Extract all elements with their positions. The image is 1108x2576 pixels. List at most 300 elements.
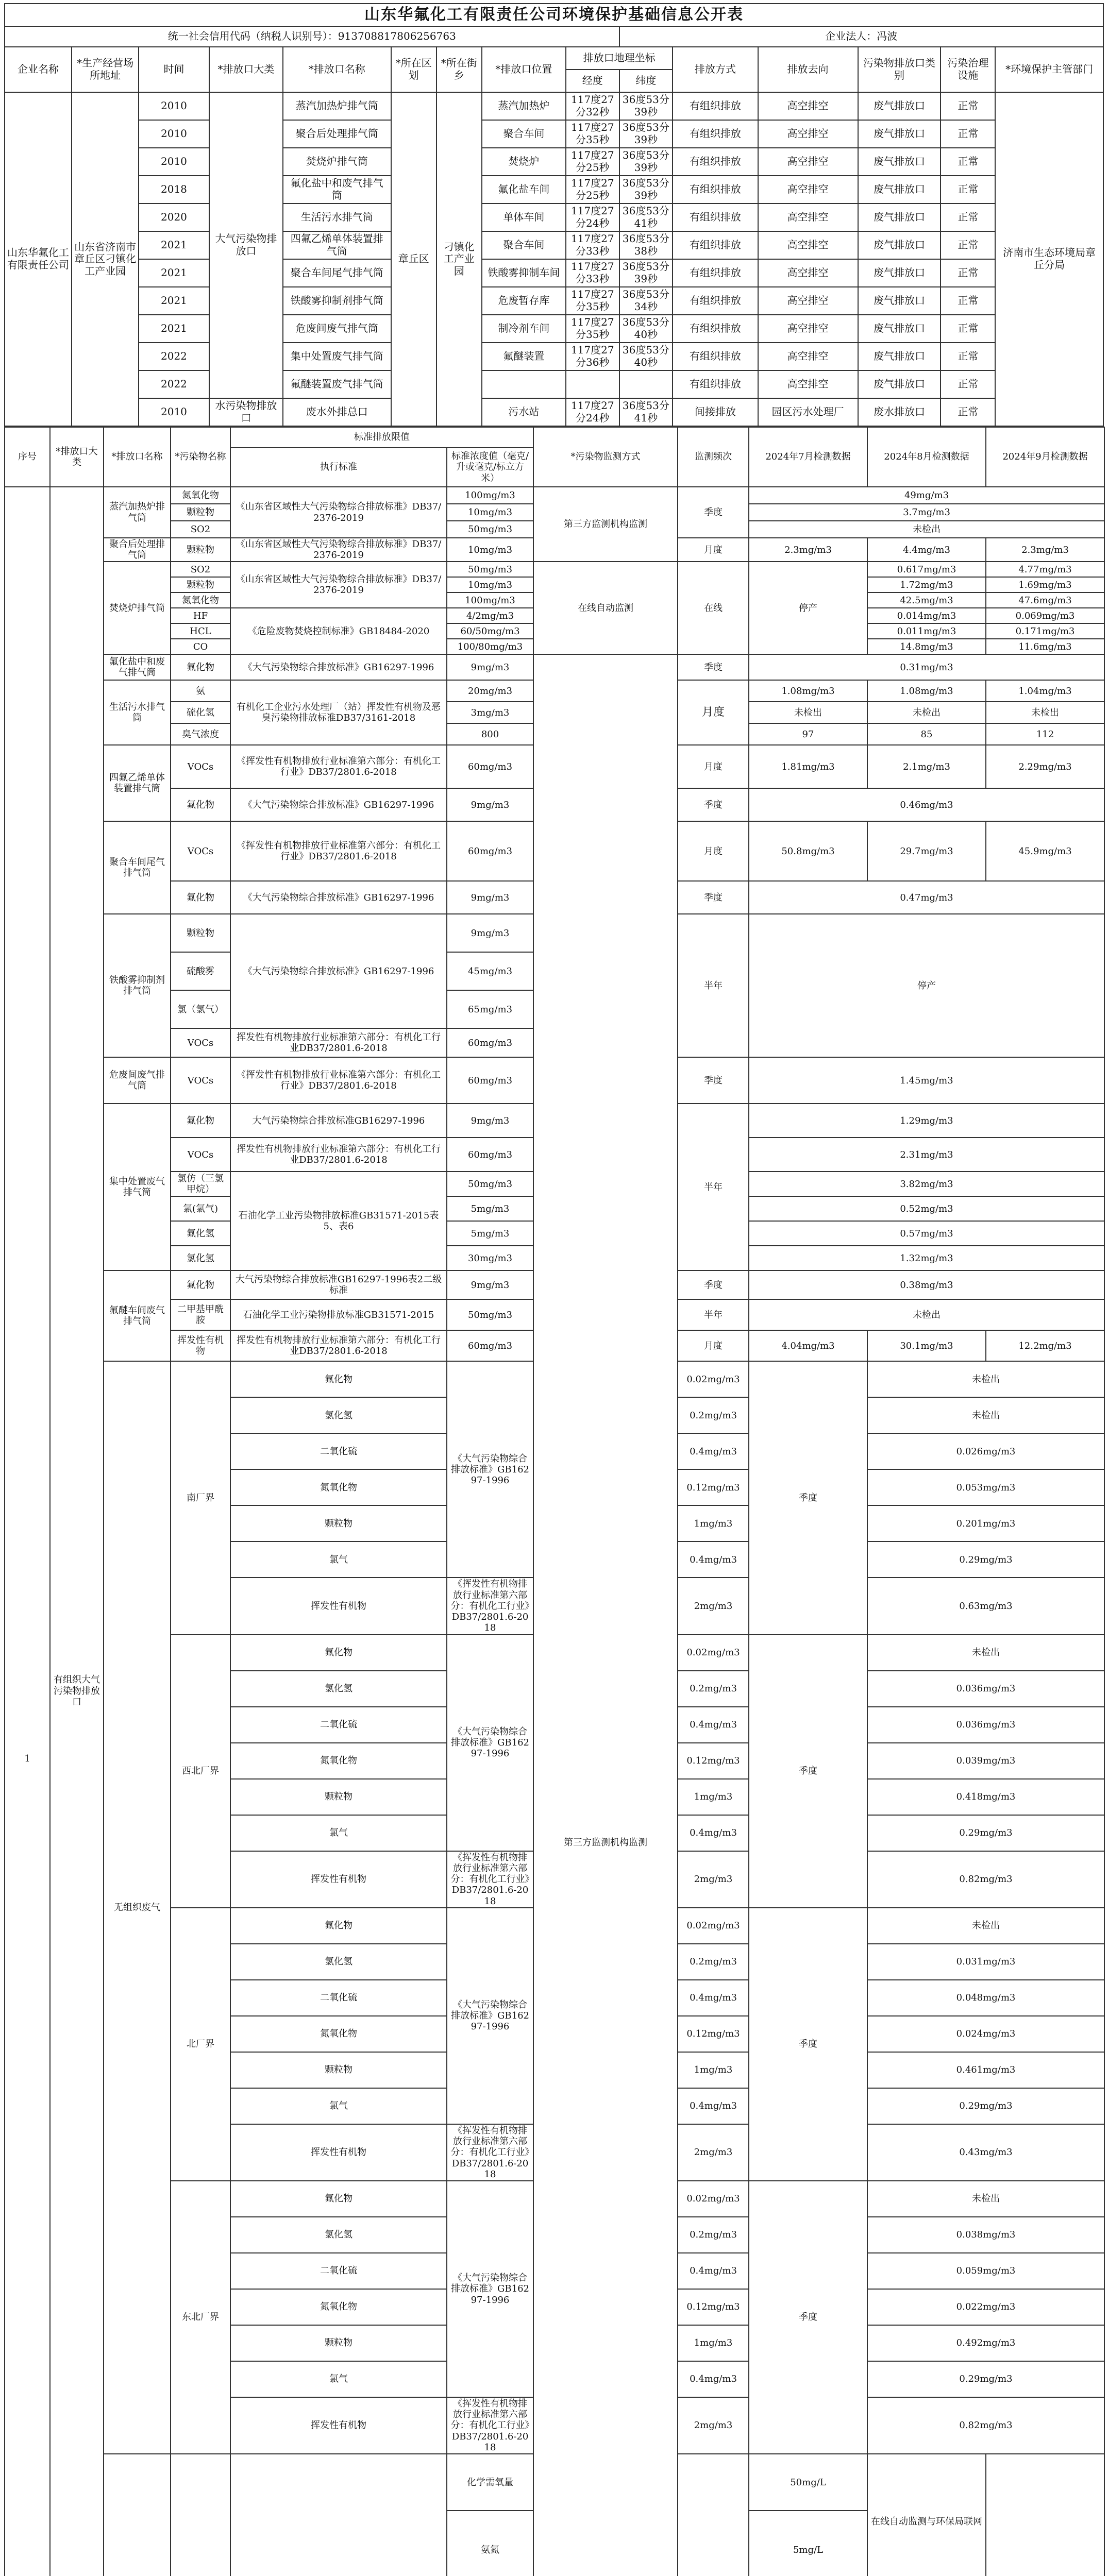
pollutant: 氟化物 xyxy=(171,654,230,680)
value: 未检出 xyxy=(867,1908,1104,1944)
outlet-destination: 高空排空 xyxy=(758,315,858,343)
header-company: 企业名称 xyxy=(5,47,72,92)
pollutant: 颗粒物 xyxy=(171,504,230,521)
outlet-destination: 高空排空 xyxy=(758,148,858,176)
limit: 60mg/m3 xyxy=(447,1028,533,1057)
header-street: *所在街乡 xyxy=(437,47,482,92)
boundary-name: 西北厂界 xyxy=(171,1635,230,1908)
value: 2.31mg/m3 xyxy=(749,1138,1104,1172)
limit: 10mg/m3 xyxy=(447,504,533,521)
outlet-longitude: 117度27分33秒 xyxy=(566,231,619,259)
standard: 《大气污染物综合排放标准》GB16297-1996 xyxy=(447,1361,533,1578)
limit: 60mg/m3 xyxy=(447,1057,533,1104)
pollutant: 氨 xyxy=(171,680,230,702)
frequency: 季度 xyxy=(749,2181,867,2454)
outlet-facility-status: 正常 xyxy=(941,370,995,398)
pollutant: 颗粒物 xyxy=(230,1779,447,1815)
header-category: *排放口大类 xyxy=(50,427,104,487)
district: 章丘区 xyxy=(391,92,437,426)
standard: 《大气污染物综合排放标准》GB16297-1996 xyxy=(230,914,447,1028)
outlet-name: 废水外排总口 xyxy=(283,398,391,426)
outlet-type: 废气排放口 xyxy=(858,204,941,231)
standard: 《山东省区域性大气污染物综合排放标准》DB37/2376-2019 xyxy=(230,562,447,608)
outlet-position xyxy=(482,370,566,398)
value: 3.7mg/m3 xyxy=(749,504,1104,521)
limit: 1mg/m3 xyxy=(678,2325,749,2361)
value: 0.63mg/m3 xyxy=(867,1578,1104,1634)
pollutant: 氮氧化物 xyxy=(230,1469,447,1505)
group-category-unorganized: 无组织废气 xyxy=(104,1361,171,2454)
pollutant: 氯化氢 xyxy=(230,1671,447,1707)
limit: 100mg/m3 xyxy=(447,487,533,504)
value-status: 停产 xyxy=(749,914,1104,1057)
frequency: 季度 xyxy=(749,1635,867,1908)
standard: 《挥发性有机物排放行业标准第六部分：有机化工行业》DB37/2801.6-2018 xyxy=(447,2397,533,2454)
value: 0.82mg/m3 xyxy=(867,2397,1104,2454)
limit: 100/80mg/m3 xyxy=(447,639,533,654)
limit: 2mg/m3 xyxy=(678,1578,749,1634)
outlet-method: 有组织排放 xyxy=(673,148,758,176)
header-name: *排放口名称 xyxy=(104,427,171,487)
table-row xyxy=(5,231,1103,259)
header-longitude: 经度 xyxy=(566,70,619,92)
outlet-type: 废气排放口 xyxy=(858,315,941,343)
value: 0.014mg/m3 xyxy=(867,608,986,623)
outlet-type: 废气排放口 xyxy=(858,148,941,176)
boundary-name: 南厂界 xyxy=(171,1361,230,1634)
outlet-facility-status: 正常 xyxy=(941,259,995,287)
value: 未检出 xyxy=(749,1299,1104,1330)
frequency: 月度 xyxy=(678,1330,749,1361)
frequency: 月度 xyxy=(678,680,749,745)
limit: 65mg/m3 xyxy=(447,990,533,1028)
outlet-type: 废气排放口 xyxy=(858,92,941,120)
outlet-longitude: 117度27分24秒 xyxy=(566,398,619,426)
pollutant: 氯气 xyxy=(230,2088,447,2124)
outlet-name: 铁酸雾抑制剂排气筒 xyxy=(283,287,391,315)
outlet-method: 有组织排放 xyxy=(673,92,758,120)
value: 4.4mg/m3 xyxy=(867,538,986,562)
pollutant: 挥发性有机物 xyxy=(230,1578,447,1634)
limit: 20mg/m3 xyxy=(447,680,533,702)
standard: 《大气污染物综合排放标准》GB16297-1996 xyxy=(230,788,447,821)
value: 未检出 xyxy=(867,702,986,723)
outlet-year: 2010 xyxy=(139,398,209,426)
limit: 60mg/m3 xyxy=(447,745,533,788)
limit: 0.4mg/m3 xyxy=(678,1433,749,1469)
outlet-hazard: 危废间废气排气筒 xyxy=(104,1057,171,1104)
standard xyxy=(678,2454,749,2576)
outlet-longitude: 117度27分35秒 xyxy=(566,315,619,343)
outlet-fluoride-salt: 氟化盐中和废气排气筒 xyxy=(104,654,171,680)
pollutant: 颗粒物 xyxy=(171,577,230,592)
outlet-method: 有组织排放 xyxy=(673,315,758,343)
value: 0.031mg/m3 xyxy=(867,1944,1104,1980)
limit: 4/2mg/m3 xyxy=(447,608,533,623)
table-row xyxy=(5,204,1103,231)
limit: 0.4mg/m3 xyxy=(678,1980,749,2016)
pollutant: 氯化氢 xyxy=(230,2217,447,2253)
outlet-facility-status: 正常 xyxy=(941,92,995,120)
monitoring-table xyxy=(4,427,1105,2576)
outlet-method: 有组织排放 xyxy=(673,231,758,259)
pollutant: 氯气 xyxy=(230,2361,447,2397)
limit: 0.12mg/m3 xyxy=(678,2016,749,2052)
standard: 《挥发性有机物排放行业标准第六部分：有机化工行业》DB37/2801.6-2018 xyxy=(230,821,447,881)
outlet-longitude: 117度27分35秒 xyxy=(566,287,619,315)
pollutant: 硫化氢 xyxy=(171,702,230,723)
outlet-type: 废水排放口 xyxy=(858,398,941,426)
outlet-position: 制冷剂车间 xyxy=(482,315,566,343)
outlet-longitude: 117度27分35秒 xyxy=(566,120,619,148)
group-category-organized: 有组织大气污染物排放口 xyxy=(50,487,104,2576)
value: 1.29mg/m3 xyxy=(749,1104,1104,1138)
pollutant: 氯（氯气） xyxy=(171,990,230,1028)
limit: 0.02mg/m3 xyxy=(678,1635,749,1671)
outlet-year: 2010 xyxy=(139,148,209,176)
header-standard: 执行标准 xyxy=(230,448,447,487)
pollutant: 氯气 xyxy=(230,1815,447,1851)
header-coordinates: 排放口地理坐标 xyxy=(566,47,673,70)
value: 未检出 xyxy=(867,1361,1104,1397)
outlet-latitude: 36度53分39秒 xyxy=(619,259,673,287)
limit: 50mg/L xyxy=(749,2454,867,2511)
outlet-water xyxy=(230,2454,447,2576)
value: 0.43mg/m3 xyxy=(867,2124,1104,2181)
header-month-1: 2024年7月检测数据 xyxy=(749,427,867,487)
limit: 50mg/m3 xyxy=(447,1172,533,1196)
outlet-latitude: 36度53分39秒 xyxy=(619,176,673,204)
value: 14.8mg/m3 xyxy=(867,639,986,654)
outlet-facility-status: 正常 xyxy=(941,343,995,370)
limit: 0.12mg/m3 xyxy=(678,1469,749,1505)
outlet-position: 蒸汽加热炉 xyxy=(482,92,566,120)
value: 未检出 xyxy=(749,521,1104,538)
standard: 《大气污染物综合排放标准》GB16297-1996 xyxy=(230,881,447,914)
value: 0.011mg/m3 xyxy=(867,623,986,639)
value: 0.048mg/m3 xyxy=(867,1980,1104,2016)
limit: 0.4mg/m3 xyxy=(678,1541,749,1578)
pollutant: VOCs xyxy=(171,821,230,881)
outlet-info-table xyxy=(4,3,1104,427)
table-row xyxy=(5,370,1103,398)
limit: 0.02mg/m3 xyxy=(678,2181,749,2217)
standard: 《挥发性有机物排放行业标准第六部分：有机化工行业》DB37/2801.6-2018 xyxy=(230,745,447,788)
standard: 《危险废物焚烧控制标准》GB18484-2020 xyxy=(230,608,447,654)
pollutant: 氟化物 xyxy=(171,1104,230,1138)
outlet-latitude: 36度53分39秒 xyxy=(619,148,673,176)
value: 0.29mg/m3 xyxy=(867,2088,1104,2124)
value: 0.022mg/m3 xyxy=(867,2289,1104,2325)
outlet-latitude: 36度53分40秒 xyxy=(619,315,673,343)
pollutant: 氟化物 xyxy=(171,788,230,821)
outlet-position: 危废暂存库 xyxy=(482,287,566,315)
frequency: 月度 xyxy=(678,745,749,788)
company-address: 山东省济南市章丘区刁镇化工产业园 xyxy=(72,92,139,426)
value-status: 停产 xyxy=(749,562,867,654)
pollutant: 氮氧化物 xyxy=(230,2016,447,2052)
outlet-facility-status: 正常 xyxy=(941,231,995,259)
pollutant: 二氧化硫 xyxy=(230,1707,447,1743)
outlet-latitude: 36度53分41秒 xyxy=(619,398,673,426)
value: 85 xyxy=(867,723,986,745)
pollutant: 氮氧化物 xyxy=(171,592,230,608)
value: 0.47mg/m3 xyxy=(749,881,1104,914)
limit: 0.2mg/m3 xyxy=(678,1671,749,1707)
pollutant: 颗粒物 xyxy=(171,914,230,952)
outlet-destination: 园区污水处理厂 xyxy=(758,398,858,426)
outlet-position: 氟化盐车间 xyxy=(482,176,566,204)
table-row xyxy=(5,487,1104,504)
outlet-facility-status: 正常 xyxy=(941,204,995,231)
outlet-longitude: 117度27分33秒 xyxy=(566,259,619,287)
outlet-name: 焚烧炉排气筒 xyxy=(283,148,391,176)
outlet-method: 有组织排放 xyxy=(673,120,758,148)
outlet-position: 污水站 xyxy=(482,398,566,426)
frequency: 季度 xyxy=(749,1361,867,1634)
value: 0.492mg/m3 xyxy=(867,2325,1104,2361)
monitoring-method: 第三方监测机构监测 xyxy=(533,654,678,2576)
value: 4.77mg/m3 xyxy=(986,562,1104,577)
value: 未检出 xyxy=(867,1635,1104,1671)
group-seq-3 xyxy=(104,2454,171,2576)
outlet-sewage: 生活污水排气筒 xyxy=(104,680,171,745)
limit: 9mg/m3 xyxy=(447,654,533,680)
limit: 9mg/m3 xyxy=(447,1104,533,1138)
table-row xyxy=(5,315,1103,343)
value: 45.9mg/m3 xyxy=(986,821,1104,881)
value: 0.38mg/m3 xyxy=(749,1270,1104,1299)
standard: 有机化工企业污水处理厂（站）挥发性有机物及恶臭污染物排放标准DB37/3161-2018 xyxy=(230,680,447,745)
outlet-destination: 高空排空 xyxy=(758,231,858,259)
pollutant: 挥发性有机物 xyxy=(171,1330,230,1361)
pollutant: 氯仿（三氯甲烷） xyxy=(171,1172,230,1196)
outlet-destination: 高空排空 xyxy=(758,204,858,231)
monitoring-method: 在线自动监测与环保局联网 xyxy=(867,2454,986,2576)
pollutant: 颗粒物 xyxy=(230,2052,447,2088)
street: 刁镇化工产业园 xyxy=(437,92,482,426)
header-outlet-category: *排放口大类 xyxy=(209,47,283,92)
value: 2.3mg/m3 xyxy=(749,538,867,562)
standard: 《挥发性有机物排放行业标准第六部分：有机化工行业》DB37/2801.6-2018 xyxy=(447,1851,533,1908)
table-row xyxy=(5,287,1103,315)
pollutant: 二甲基甲酰胺 xyxy=(171,1299,230,1330)
pollutant: 氯(氯气) xyxy=(171,1196,230,1221)
pollutant: 氟化物 xyxy=(230,2181,447,2217)
header-seq: 序号 xyxy=(5,427,50,487)
outlet-longitude: 117度27分25秒 xyxy=(566,148,619,176)
limit: 50mg/m3 xyxy=(447,521,533,538)
value: 4.04mg/m3 xyxy=(749,1330,867,1361)
outlet-method: 有组织排放 xyxy=(673,370,758,398)
value: 0.29mg/m3 xyxy=(867,1815,1104,1851)
value: 112 xyxy=(986,723,1104,745)
limit: 60/50mg/m3 xyxy=(447,623,533,639)
pollutant: 硫酸雾 xyxy=(171,952,230,990)
pollutant: 挥发性有机物 xyxy=(230,1851,447,1908)
frequency: 半年 xyxy=(678,1299,749,1330)
value: 0.026mg/m3 xyxy=(867,1433,1104,1469)
pollutant: 二氧化硫 xyxy=(230,2253,447,2289)
outlet-name: 蒸汽加热炉排气筒 xyxy=(283,92,391,120)
table-row xyxy=(5,120,1103,148)
value: 0.039mg/m3 xyxy=(867,1743,1104,1779)
outlet-type: 废气排放口 xyxy=(858,120,941,148)
value: 47.6mg/m3 xyxy=(986,592,1104,608)
outlet-method: 有组织排放 xyxy=(673,343,758,370)
outlet-type: 废气排放口 xyxy=(858,343,941,370)
table-row xyxy=(5,92,1103,120)
outlet-longitude xyxy=(566,370,619,398)
pollutant: VOCs xyxy=(171,745,230,788)
limit: 9mg/m3 xyxy=(447,914,533,952)
outlet-destination: 高空排空 xyxy=(758,343,858,370)
limit: 10mg/m3 xyxy=(447,538,533,562)
outlet-year: 2022 xyxy=(139,343,209,370)
outlet-year: 2021 xyxy=(139,231,209,259)
disclosure-sheet xyxy=(4,3,1104,2576)
header-monitoring-method: *污染物监测方式 xyxy=(533,427,678,487)
pollutant: 颗粒物 xyxy=(171,538,230,562)
pollutant: 氟化物 xyxy=(171,881,230,914)
outlet-longitude: 117度27分25秒 xyxy=(566,176,619,204)
company-name: 山东华氟化工有限责任公司 xyxy=(5,92,72,426)
value: 97 xyxy=(749,723,867,745)
outlet-latitude: 36度53分39秒 xyxy=(619,92,673,120)
outlet-facility-status: 正常 xyxy=(941,287,995,315)
outlet-method: 有组织排放 xyxy=(673,176,758,204)
outlet-type: 废气排放口 xyxy=(858,287,941,315)
outlet-method: 间接排放 xyxy=(673,398,758,426)
pollutant: 氟化氢 xyxy=(171,1221,230,1246)
outlet-year: 2021 xyxy=(139,287,209,315)
outlet-latitude xyxy=(619,370,673,398)
outlet-destination: 高空排空 xyxy=(758,176,858,204)
outlet-destination: 高空排空 xyxy=(758,287,858,315)
table-row xyxy=(5,654,1104,680)
table-row xyxy=(5,562,1104,577)
value: 0.053mg/m3 xyxy=(867,1469,1104,1505)
header-frequency: 监测频次 xyxy=(678,427,749,487)
frequency: 季度 xyxy=(678,1270,749,1299)
value: 0.57mg/m3 xyxy=(749,1221,1104,1246)
outlet-ether: 氟醚车间废气排气筒 xyxy=(104,1270,171,1361)
limit: 5mg/m3 xyxy=(447,1221,533,1246)
standard: 《挥发性有机物排放行业标准第六部分：有机化工行业》DB37/2801.6-2018 xyxy=(230,1057,447,1104)
limit: 0.12mg/m3 xyxy=(678,1743,749,1779)
outlet-method: 有组织排放 xyxy=(673,259,758,287)
standard: 挥发性有机物排放行业标准第六部分：有机化工行业DB37/2801.6-2018 xyxy=(230,1330,447,1361)
frequency: 半年 xyxy=(678,914,749,1057)
standard: 《大气污染物综合排放标准》GB16297-1996 xyxy=(447,2181,533,2397)
outlet-incinerator: 焚烧炉排气筒 xyxy=(104,562,171,654)
header-authority: *环境保护主管部门 xyxy=(995,47,1103,92)
legal-representative: 企业法人：冯波 xyxy=(619,26,1103,47)
pollutant: 二氧化硫 xyxy=(230,1980,447,2016)
limit: 0.4mg/m3 xyxy=(678,1815,749,1851)
table-row xyxy=(5,343,1103,370)
value: 0.036mg/m3 xyxy=(867,1671,1104,1707)
frequency: 季度 xyxy=(678,881,749,914)
value: 0.82mg/m3 xyxy=(867,1851,1104,1908)
header-pollutant-type: 污染物排放口类别 xyxy=(858,47,941,92)
standard: 挥发性有机物排放行业标准第六部分：有机化工行业DB37/2801.6-2018 xyxy=(230,1138,447,1172)
pollutant: 颗粒物 xyxy=(230,1505,447,1541)
pollutant: SO2 xyxy=(171,562,230,577)
value: 0.059mg/m3 xyxy=(867,2253,1104,2289)
outlet-category-gas: 大气污染物排放口 xyxy=(209,92,283,398)
outlet-latitude: 36度53分34秒 xyxy=(619,287,673,315)
outlet-name: 聚合后处理排气筒 xyxy=(283,120,391,148)
outlet-latitude: 36度53分39秒 xyxy=(619,120,673,148)
value: 1.45mg/m3 xyxy=(749,1057,1104,1104)
pollutant: SO2 xyxy=(171,521,230,538)
table-row xyxy=(5,148,1103,176)
boundary-name: 北厂界 xyxy=(171,1908,230,2181)
limit: 30mg/m3 xyxy=(447,1246,533,1270)
outlet-facility-status: 正常 xyxy=(941,398,995,426)
standard: 《挥发性有机物排放行业标准第六部分：有机化工行业》DB37/2801.6-2018 xyxy=(447,2124,533,2181)
outlet-facility-status: 正常 xyxy=(941,315,995,343)
outlet-position: 氟醚装置 xyxy=(482,343,566,370)
outlet-destination: 高空排空 xyxy=(758,259,858,287)
pollutant: HF xyxy=(171,608,230,623)
limit: 10mg/m3 xyxy=(447,577,533,592)
pollutant: 氯气 xyxy=(230,1541,447,1578)
outlet-type: 废气排放口 xyxy=(858,176,941,204)
outlet-destination: 高空排空 xyxy=(758,120,858,148)
standard: 《大气污染物综合排放标准》GB16297-1996 xyxy=(447,1635,533,1851)
value: 42.5mg/m3 xyxy=(867,592,986,608)
standard: 《山东省区域性大气污染物综合排放标准》DB37/2376-2019 xyxy=(230,487,447,538)
outlet-central: 集中处置废气排气筒 xyxy=(104,1104,171,1270)
value: 0.461mg/m3 xyxy=(867,2052,1104,2088)
outlet-year: 2020 xyxy=(139,204,209,231)
value: 0.069mg/m3 xyxy=(986,608,1104,623)
boundary-name: 东北厂界 xyxy=(171,2181,230,2454)
limit: 1mg/m3 xyxy=(678,2052,749,2088)
frequency: 在线 xyxy=(678,562,749,654)
outlet-name: 四氟乙烯单体装置排气筒 xyxy=(283,231,391,259)
standard: 挥发性有机物排放行业标准第六部分：有机化工行业DB37/2801.6-2018 xyxy=(230,1028,447,1057)
header-month-2: 2024年8月检测数据 xyxy=(867,427,986,487)
value: 1.08mg/m3 xyxy=(749,680,867,702)
value: 0.024mg/m3 xyxy=(867,2016,1104,2052)
standard: 《挥发性有机物排放行业标准第六部分：有机化工行业》DB37/2801.6-2018 xyxy=(447,1578,533,1634)
outlet-poly-tail: 聚合车间尾气排气筒 xyxy=(104,821,171,914)
frequency: 季度 xyxy=(678,654,749,680)
value: 未检出 xyxy=(986,702,1104,723)
header-limit: 标准浓度值（毫克/升或毫克/标立方米） xyxy=(447,448,533,487)
frequency: 季度 xyxy=(678,487,749,538)
pollutant: 挥发性有机物 xyxy=(230,2124,447,2181)
outlet-tfe: 四氟乙烯单体装置排气筒 xyxy=(104,745,171,821)
outlet-year: 2010 xyxy=(139,120,209,148)
limit: 60mg/m3 xyxy=(447,821,533,881)
standard: 《大气污染物综合排放标准》GB16297-1996 xyxy=(447,1908,533,2124)
header-method: 排放方式 xyxy=(673,47,758,92)
limit: 0.4mg/m3 xyxy=(678,2088,749,2124)
pollutant: 氮氧化物 xyxy=(230,2289,447,2325)
outlet-destination: 高空排空 xyxy=(758,370,858,398)
group-seq-1: 1 xyxy=(5,487,50,2576)
pollutant: VOCs xyxy=(171,1057,230,1104)
limit: 5mg/m3 xyxy=(447,1196,533,1221)
value: 0.29mg/m3 xyxy=(867,1541,1104,1578)
limit: 0.4mg/m3 xyxy=(678,2253,749,2289)
standard: 大气污染物综合排放标准GB16297-1996 xyxy=(230,1104,447,1138)
limit: 2mg/m3 xyxy=(678,1851,749,1908)
